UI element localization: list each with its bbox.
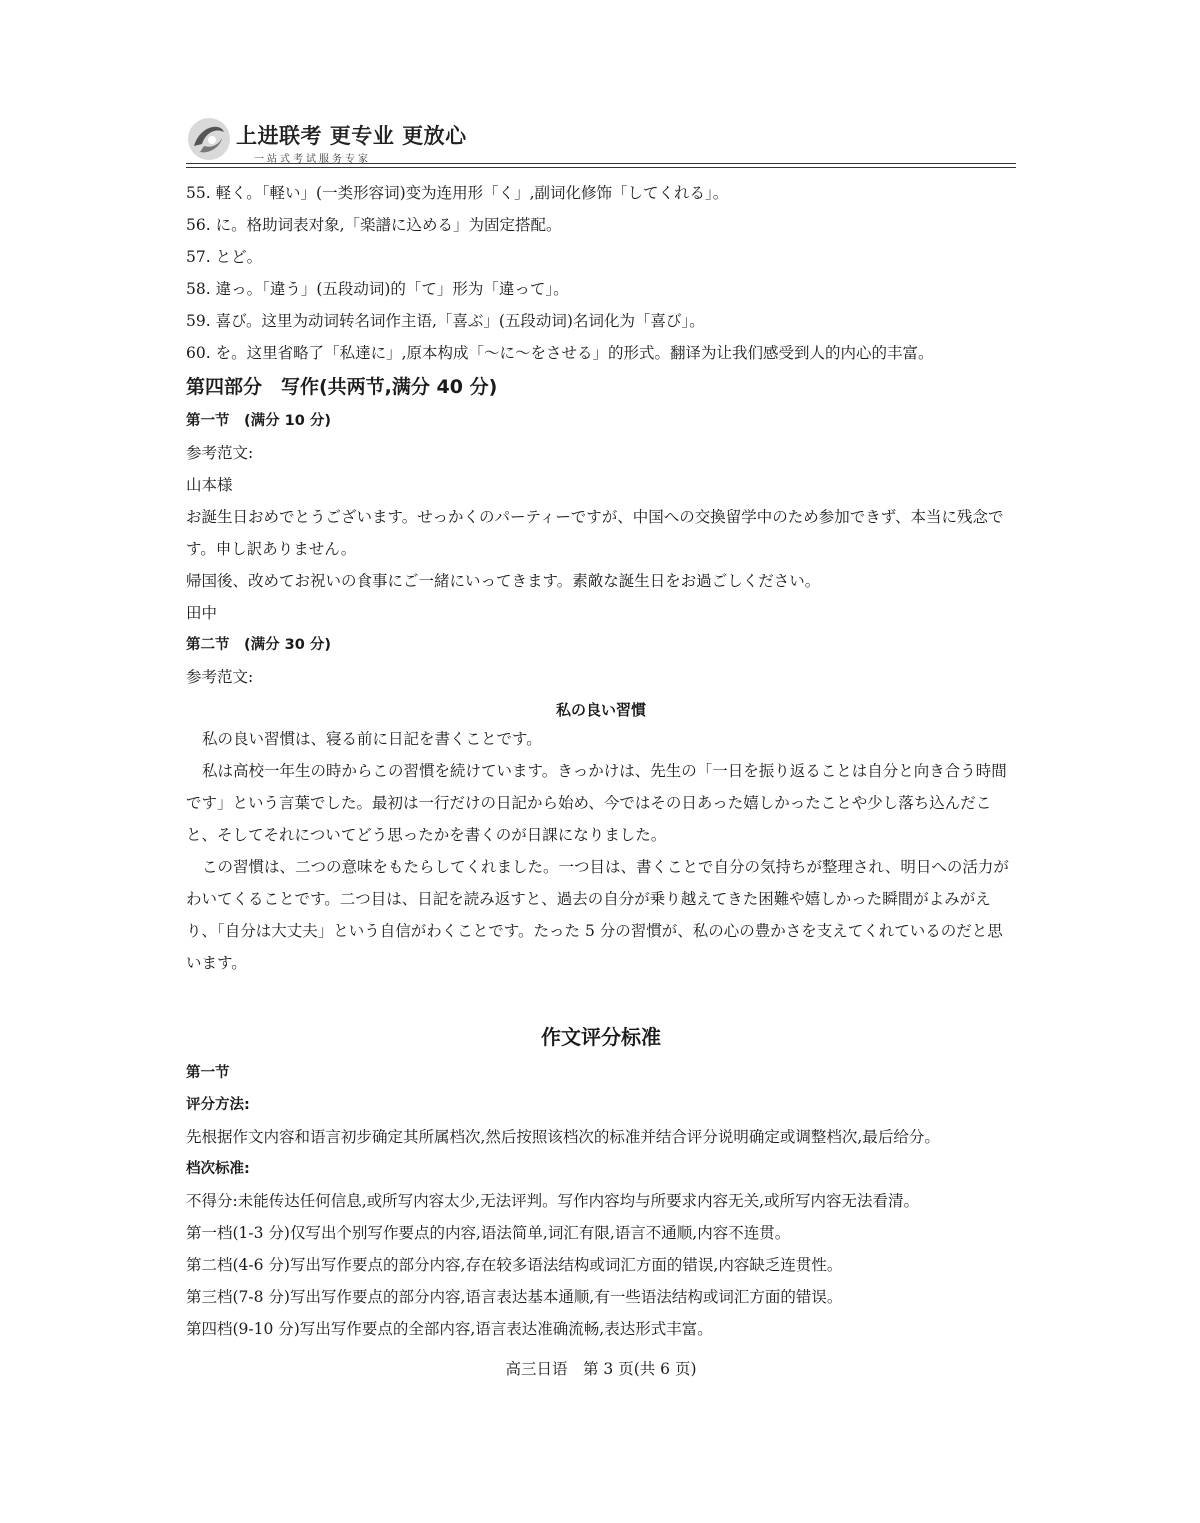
rubric-level-3: 第三档(7-8 分)写出写作要点的部分内容,语言表达基本通顺,有一些语法结构或词汇方面的错误。: [186, 1288, 843, 1306]
section2-ref-label: 参考范文:: [186, 668, 254, 686]
rubric-method-label: 评分方法:: [186, 1097, 250, 1113]
rubric-level-0: 不得分:未能传达任何信息,或所写内容太少,无法评判。写作内容均与所要求内容无关,或所写内容无法看清。: [186, 1192, 920, 1210]
letter-signature: 田中: [186, 604, 218, 622]
rubric-level-4: 第四档(9-10 分)写出写作要点的全部内容,语言表达准确流畅,表达形式丰富。: [186, 1320, 713, 1338]
letter-body-2: 帰国後、改めてお祝いの食事にご一緒にいってきます。素敵な誕生日をお過ごしください。: [186, 572, 821, 590]
letter-body-1: お誕生日おめでとうございます。せっかくのパーティーですが、中国への交換留学中のため参加できず、本当に残念です。申し訳ありません。: [186, 508, 1004, 558]
logo-icon: [186, 116, 232, 162]
section1-heading: 第一节 (满分 10 分): [186, 413, 332, 429]
brand-tagline: 一站式考试服务专家: [254, 154, 371, 165]
page-footer: 高三日语 第 3 页(共 6 页): [505, 1360, 697, 1378]
part4-heading: 第四部分 写作(共两节,满分 40 分): [186, 376, 498, 398]
answer-57: 57. とど。: [186, 248, 263, 266]
rubric-title: 作文评分标准: [541, 1025, 661, 1049]
page-content: [186, 177, 1016, 1345]
brand-name: 上进联考 更专业 更放心: [236, 124, 467, 148]
answer-56: 56. に。格助词表对象,「楽譜に込める」为固定搭配。: [186, 216, 562, 234]
essay-paragraph-2: 私は高校一年生の時からこの習慣を続けています。きっかけは、先生の「一日を振り返ることは自分と向き合う時間です」という言葉でした。最初は一行だけの日記から始め、今ではその日あった嬉しかったことや少し落ち込んだこと、そしてそれについてどう思ったかを書くのが日課になりました。: [186, 762, 1007, 844]
answer-59: 59. 喜び。这里为动词转名词作主语,「喜ぶ」(五段动词)名词化为「喜び」。: [186, 312, 705, 330]
header-rule-secondary: [186, 167, 1016, 168]
answer-58: 58. 違っ。「違う」(五段动词)的「て」形为「違って」。: [186, 280, 569, 298]
rubric-level-2: 第二档(4-6 分)写出写作要点的部分内容,存在较多语法结构或词汇方面的错误,内容缺乏连贯性。: [186, 1256, 843, 1274]
essay-paragraph-1: 私の良い習慣は、寝る前に日記を書くことです。: [202, 730, 542, 748]
answer-55: 55. 軽く。「軽い」(一类形容词)变为连用形「く」,副词化修饰「してくれる」。: [186, 184, 729, 202]
header-rule: [186, 163, 1016, 164]
section1-ref-label: 参考范文:: [186, 444, 254, 462]
letter-salutation: 山本様: [186, 476, 233, 494]
rubric-method: 先根据作文内容和语言初步确定其所属档次,然后按照该档次的标准并结合评分说明确定或调整档次,最后给分。: [186, 1128, 940, 1146]
rubric-level-1: 第一档(1-3 分)仅写出个别写作要点的内容,语法简单,词汇有限,语言不通顺,内容不连贯。: [186, 1224, 791, 1242]
section2-heading: 第二节 (满分 30 分): [186, 637, 332, 653]
rubric-section: 第一节: [186, 1065, 230, 1081]
essay-title: 私の良い習慣: [555, 701, 646, 719]
essay-paragraph-3: この習慣は、二つの意味をもたらしてくれました。一つ目は、書くことで自分の気持ちが整理され、明日への活力がわいてくることです。二つ目は、日記を読み返すと、過去の自分が乗り越えてきた困難や嬉しかった瞬間がよみがえり、「自分は大丈夫」という自信がわくことです。たった 5 分の習慣が、私の心の豊かさを支えてくれているのだと思います。: [186, 858, 1009, 972]
answer-60: 60. を。这里省略了「私達に」,原本构成「～に～をさせる」的形式。翻译为让我们感受到人的内心的丰富。: [186, 344, 934, 362]
page-header: [186, 114, 1016, 174]
rubric-levels-label: 档次标准:: [186, 1161, 250, 1177]
